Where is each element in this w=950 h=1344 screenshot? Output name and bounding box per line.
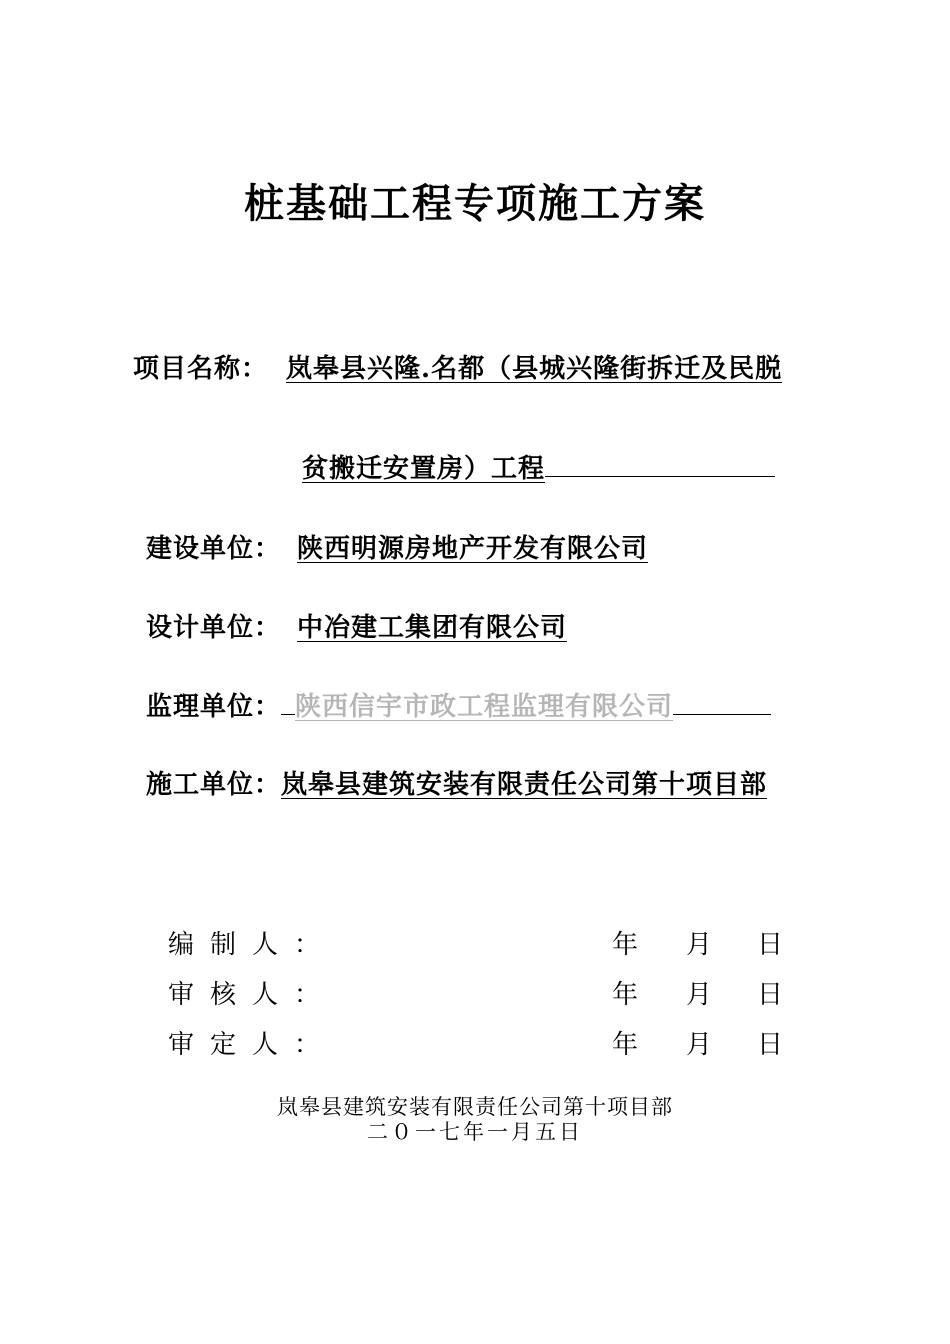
project-name-row-2 [302,448,775,485]
supervision-unit-value: 陕西信宇市政工程监理有限公司 [295,692,674,722]
supervision-leading-line [281,688,295,715]
document-title: 桩基础工程专项施工方案 [244,180,706,227]
month-label: 月 [686,980,713,1010]
supervision-unit-row [146,686,771,723]
supervision-trailing-line [673,688,771,715]
day-label: 日 [757,1030,784,1060]
contractor-unit-label: 施工单位： [146,770,282,800]
month-label: 月 [686,1030,713,1060]
project-name-value-line1: 岚皋县兴隆.名都（县城兴隆街拆迁及民脱 [286,354,783,384]
footer-date: 二０一七年一月五日 [367,1120,583,1144]
year-label: 年 [612,930,639,960]
supervision-unit-label: 监理单位： [146,692,282,722]
day-label: 日 [757,980,784,1010]
project-name-label: 项目名称： [133,354,269,384]
reviewer-label: 审核人： [168,980,337,1010]
year-label: 年 [612,980,639,1010]
signature-block [0,924,950,1074]
design-unit-value: 中冶建工集团有限公司 [297,613,568,643]
signature-row [0,1024,950,1074]
day-label: 日 [757,930,784,960]
project-name-value-line2: 贫搬迁安置房）工程 [302,454,546,484]
construction-unit-label: 建设单位： [146,534,282,564]
approver-label: 审定人： [168,1030,337,1060]
compiler-label: 编制人： [168,930,337,960]
construction-unit-value: 陕西明源房地产开发有限公司 [297,534,649,564]
year-label: 年 [612,1030,639,1060]
project-name-blank-line [545,450,775,477]
footer-company: 岚皋县建筑安装有限责任公司第十项目部 [277,1095,673,1119]
contractor-unit-row [146,764,767,801]
construction-unit-row [146,528,648,565]
signature-row [0,974,950,1024]
design-unit-row [146,607,567,644]
signature-row [0,924,950,974]
month-label: 月 [686,930,713,960]
project-name-row [133,348,782,385]
design-unit-label: 设计单位： [146,613,282,643]
contractor-unit-value: 岚皋县建筑安装有限责任公司第十项目部 [281,770,768,800]
